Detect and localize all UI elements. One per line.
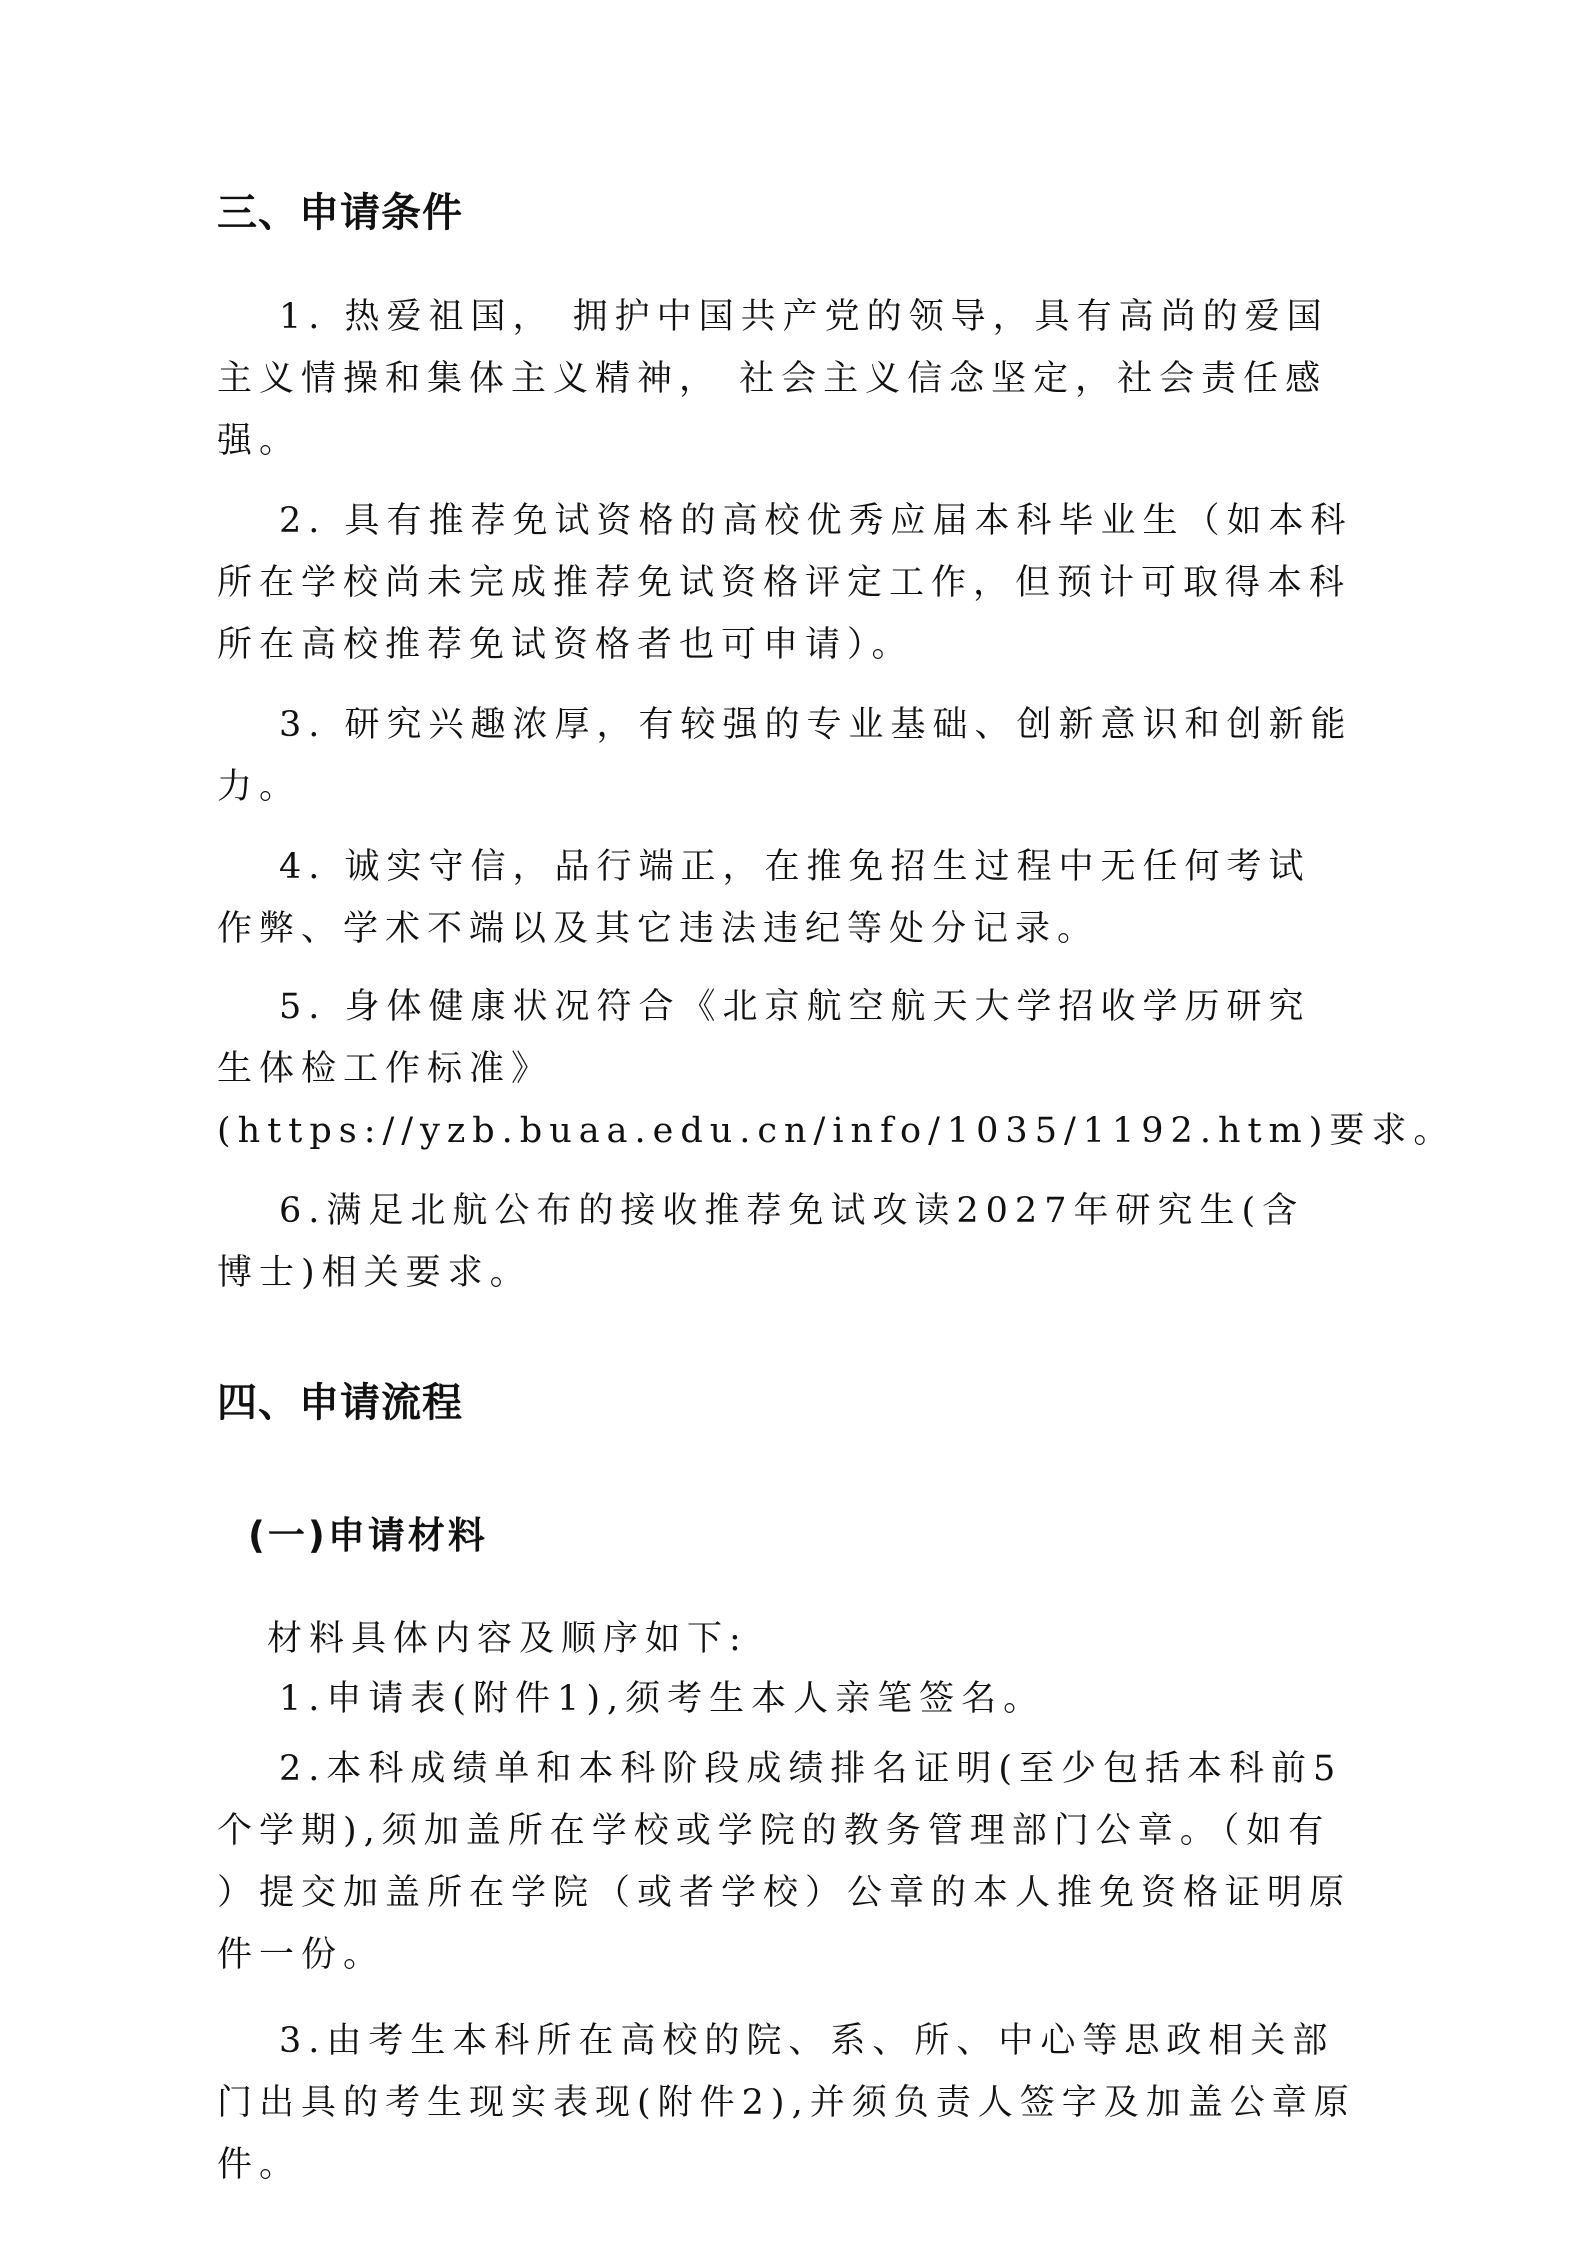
text-line: ）提交加盖所在学院（或者学校）公章的本人推免资格证明原 [217, 1873, 1352, 1913]
text-line: 生体检工作标准》 [217, 1049, 554, 1089]
subsection-heading-application-materials: (一)申请材料 [248, 1514, 488, 1557]
text-line: 所在学校尚未完成推荐免试资格评定工作，但预计可取得本科 [217, 563, 1352, 603]
text-line: 2. 具有推荐免试资格的高校优秀应届本科毕业生（如本科 [279, 501, 1353, 541]
condition-item-5 [217, 976, 1456, 1162]
text-line: 主义情操和集体主义精神， 社会主义信念坚定，社会责任感 [217, 359, 1328, 399]
materials-intro [217, 1608, 1397, 1670]
condition-item-4 [217, 836, 1397, 960]
section-heading-application-conditions: 三、申请条件 [217, 190, 463, 236]
text-line: 所在高校推荐免试资格者也可申请）。 [217, 625, 914, 665]
text-line: 3. 研究兴趣浓厚，有较强的专业基础、创新意识和创新能 [279, 705, 1353, 745]
text-line: 5. 身体健康状况符合《北京航空航天大学招收学历研究 [279, 987, 1311, 1027]
material-item-3 [217, 2010, 1397, 2196]
material-item-2 [217, 1738, 1397, 1986]
text-line: 3.由考生本科所在高校的院、系、所、中心等思政相关部 [279, 2021, 1335, 2061]
text-line: 件一份。 [217, 1935, 386, 1975]
material-item-1 [217, 1668, 1397, 1730]
section-heading-application-process: 四、申请流程 [217, 1380, 463, 1426]
text-line: 件。 [217, 2145, 302, 2185]
condition-item-6 [217, 1180, 1397, 1304]
text-line: 材料具体内容及顺序如下: [267, 1619, 748, 1659]
text-line: 强。 [217, 421, 302, 461]
text-line: 4. 诚实守信，品行端正，在推免招生过程中无任何考试 [279, 847, 1311, 887]
text-line: 1. 热爱祖国， 拥护中国共产党的领导，具有高尚的爱国 [279, 297, 1329, 337]
health-standard-url-line: (https://yzb.buaa.edu.cn/info/1035/1192.htm)要求。 [217, 1111, 1456, 1151]
text-line: 门出具的考生现实表现(附件2),并须负责人签字及加盖公章原 [217, 2083, 1356, 2123]
text-line: 6.满足北航公布的接收推荐免试攻读2027年研究生(含 [279, 1191, 1305, 1231]
condition-item-1 [217, 286, 1397, 472]
text-line: 1.申请表(附件1),须考生本人亲笔签名。 [279, 1679, 1046, 1719]
text-line: 2.本科成绩单和本科阶段成绩排名证明(至少包括本科前5 [279, 1749, 1343, 1789]
text-line: 作弊、学术不端以及其它违法违纪等处分记录。 [217, 909, 1100, 949]
text-line: 力。 [217, 767, 302, 807]
text-line: 个学期),须加盖所在学校或学院的教务管理部门公章。（如有 [217, 1811, 1331, 1851]
text-line: 博士)相关要求。 [217, 1253, 532, 1293]
condition-item-3 [217, 694, 1397, 818]
condition-item-2 [217, 490, 1397, 676]
